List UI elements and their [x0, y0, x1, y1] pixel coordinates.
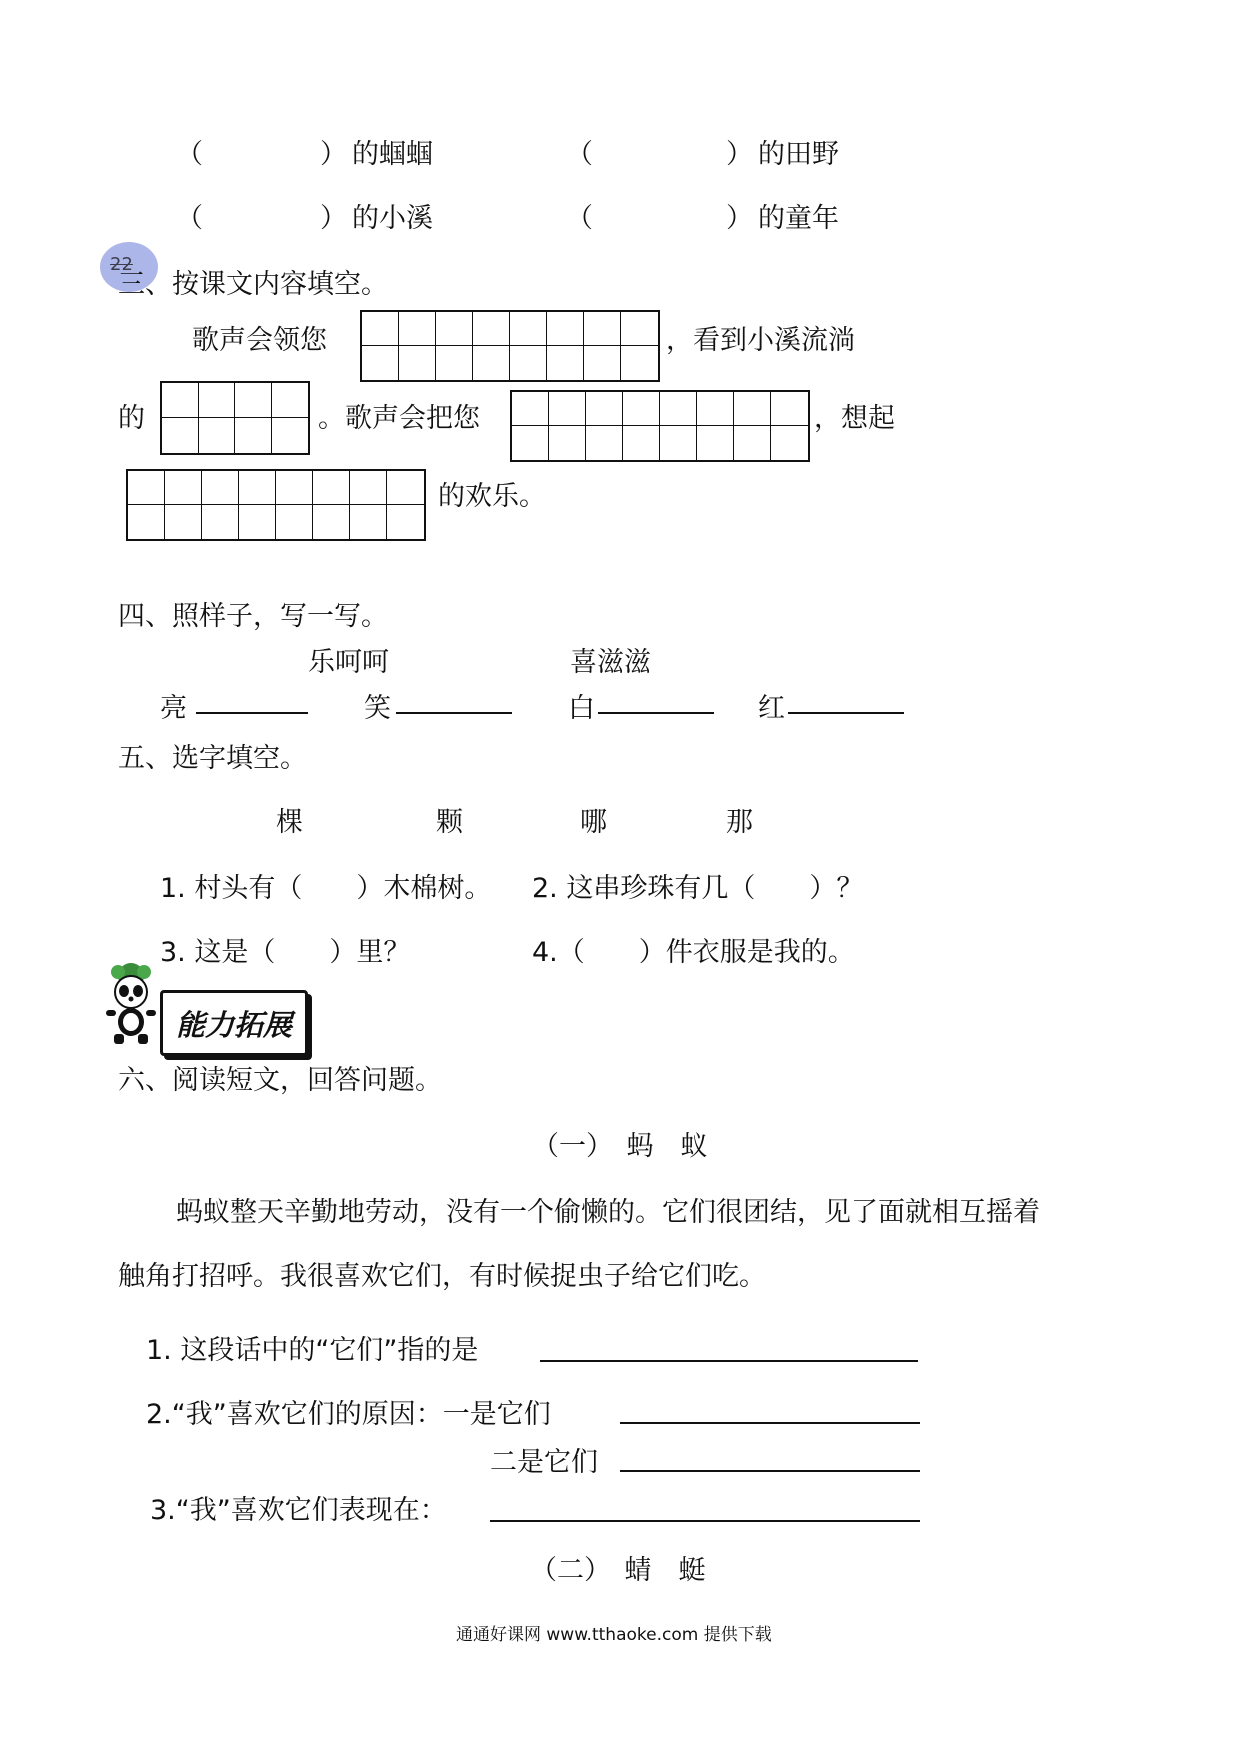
open-paren: （ — [176, 139, 203, 170]
qa3-text: 3.“我”喜欢它们表现在： — [150, 1495, 447, 1526]
qa1-text: 1. 这段话中的“它们”指的是 — [146, 1335, 479, 1366]
qa2-text: 2.“我”喜欢它们的原因：一是它们 — [146, 1399, 551, 1430]
q6-heading: 六、阅读短文，回答问题。 — [118, 1065, 442, 1096]
writing-grid-8[interactable] — [360, 310, 660, 382]
answer-line[interactable] — [788, 712, 904, 714]
writing-grid-8b[interactable] — [510, 390, 810, 462]
q5-choice-2: 颗 — [436, 807, 463, 838]
answer-line[interactable] — [620, 1422, 920, 1424]
close-paren: ） — [320, 203, 347, 234]
q3-text4: 。歌声会把您 — [318, 403, 480, 434]
q5-choice-1: 棵 — [276, 807, 303, 838]
q5-sentence-4: 4.（ ）件衣服是我的。 — [532, 937, 855, 968]
q4-item-1: 亮 — [160, 693, 187, 724]
q4-heading: 四、照样子，写一写。 — [118, 601, 388, 632]
answer-line[interactable] — [540, 1360, 918, 1362]
q2-row1-left: 的蝈蝈 — [352, 139, 433, 170]
open-paren: （ — [566, 139, 593, 170]
q4-example2: 喜滋滋 — [570, 647, 651, 678]
q5-choice-4: 那 — [726, 807, 753, 838]
answer-line[interactable] — [598, 712, 714, 714]
panda-mascot-icon — [96, 962, 166, 1046]
q4-item-4: 红 — [758, 693, 785, 724]
footer-text[interactable]: 通通好课网 www.tthaoke.com 提供下载 — [456, 1625, 772, 1645]
q4-item-3: 白 — [568, 693, 595, 724]
writing-grid-4[interactable] — [160, 381, 310, 455]
section-banner-label: 能力拓展 — [175, 1007, 292, 1042]
q2-row2-right: 的童年 — [758, 203, 839, 234]
qa2b-text: 二是它们 — [490, 1447, 598, 1478]
q3-heading: 三、按课文内容填空。 — [118, 269, 388, 300]
passage1-title: （一） 蚂 蚁 — [532, 1131, 708, 1162]
q5-sentence-1: 1. 村头有（ ）木棉树。 — [160, 873, 492, 904]
close-paren: ） — [726, 139, 753, 170]
passage2-title: （二） 蜻 蜓 — [530, 1555, 706, 1586]
open-paren: （ — [176, 203, 203, 234]
q4-item-2: 笑 — [364, 693, 391, 724]
q2-row2-left: 的小溪 — [352, 203, 433, 234]
q3-text5: ，想起 — [814, 403, 895, 434]
q3-text6: 的欢乐。 — [438, 481, 546, 512]
answer-line[interactable] — [490, 1520, 920, 1522]
close-paren: ） — [320, 139, 347, 170]
writing-grid-8c[interactable] — [126, 469, 426, 541]
q3-text2: ，看到小溪流淌 — [666, 325, 855, 356]
passage1-line1: 蚂蚁整天辛勤地劳动，没有一个偷懒的。它们很团结，见了面就相互摇着 — [176, 1197, 1040, 1228]
q3-text3: 的 — [118, 403, 145, 434]
answer-line[interactable] — [196, 712, 308, 714]
answer-line[interactable] — [396, 712, 512, 714]
q5-heading: 五、选字填空。 — [118, 743, 307, 774]
q3-text1: 歌声会领您 — [192, 325, 327, 356]
q2-row1-right: 的田野 — [758, 139, 839, 170]
q4-example1: 乐呵呵 — [308, 647, 389, 678]
passage1-line2: 触角打招呼。我很喜欢它们，有时候捉虫子给它们吃。 — [118, 1261, 766, 1292]
close-paren: ） — [726, 203, 753, 234]
open-paren: （ — [566, 203, 593, 234]
answer-line[interactable] — [620, 1470, 920, 1472]
q5-choice-3: 哪 — [580, 807, 607, 838]
q5-sentence-3: 3. 这是（ ）里？ — [160, 937, 411, 968]
q5-sentence-2: 2. 这串珍珠有几（ ）？ — [532, 873, 864, 904]
section-banner — [160, 990, 308, 1056]
badge-number: 22 — [110, 254, 133, 275]
